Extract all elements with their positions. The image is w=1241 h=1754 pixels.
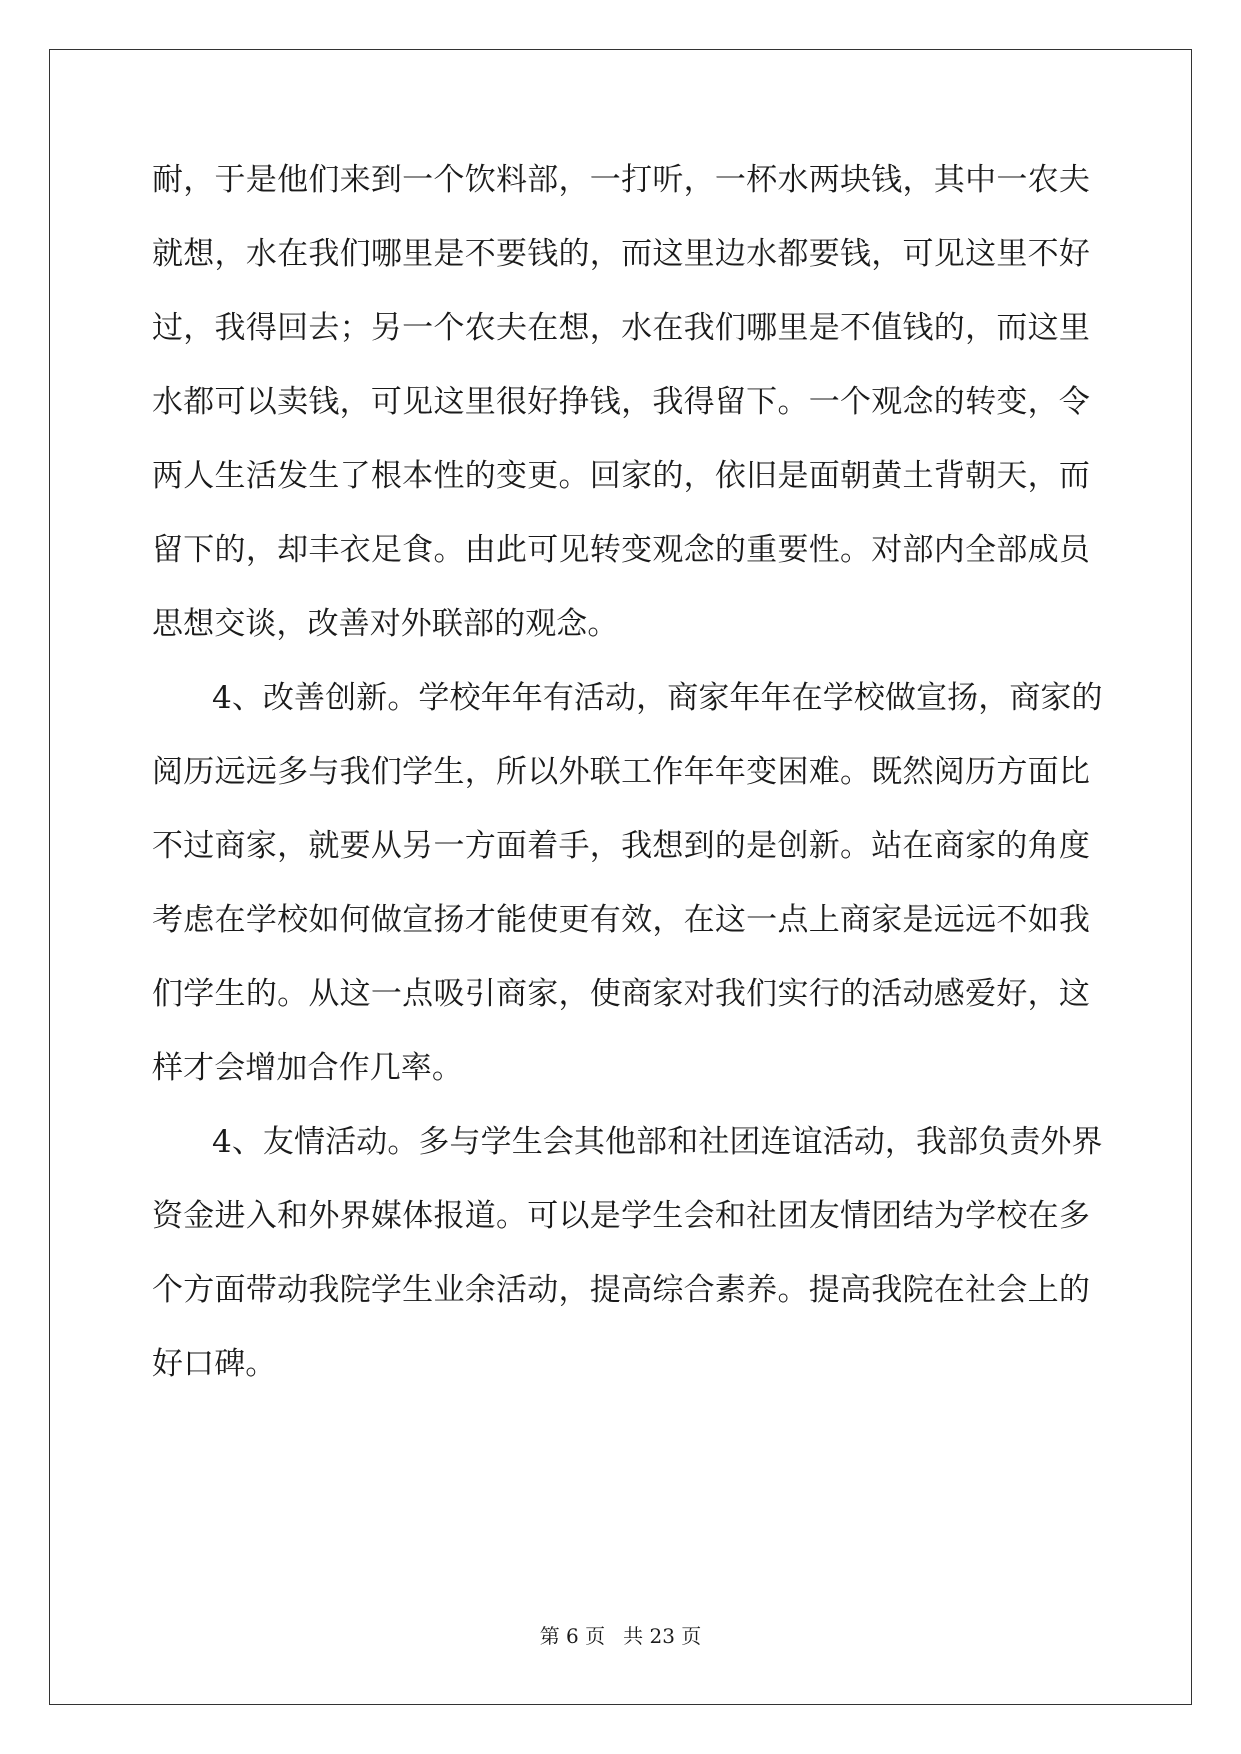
paragraph-2 [152,678,1103,1089]
paragraph-3 [152,1122,1103,1385]
text-line: 过，我得回去；另一个农夫在想，水在我们哪里是不值钱的，而这里 [152,310,1090,346]
text-line: 样才会增加合作几率。 [152,1050,463,1086]
text-line: 水都可以卖钱，可见这里很好挣钱，我得留下。一个观念的转变，令 [152,384,1090,420]
page-footer [0,1620,1241,1649]
page-total: 共 23 页 [623,1624,702,1648]
text-line: 4、改善创新。学校年年有活动，商家年年在学校做宣扬，商家的 [212,680,1103,716]
paragraph-1 [152,160,1090,645]
text-line: 好口碑。 [152,1346,277,1382]
text-line: 留下的，却丰衣足食。由此可见转变观念的重要性。对部内全部成员 [152,532,1090,568]
text-line: 4、友情活动。多与学生会其他部和社团连谊活动，我部负责外界 [212,1124,1103,1160]
text-line: 考虑在学校如何做宣扬才能使更有效，在这一点上商家是远远不如我 [152,902,1090,938]
text-line: 两人生活发生了根本性的变更。回家的，依旧是面朝黄土背朝天，而 [152,458,1090,494]
text-line: 资金进入和外界媒体报道。可以是学生会和社团友情团结为学校在多 [152,1198,1090,1234]
text-line: 思想交谈，改善对外联部的观念。 [152,606,619,642]
text-line: 就想，水在我们哪里是不要钱的，而这里边水都要钱，可见这里不好 [152,236,1090,272]
text-line: 个方面带动我院学生业余活动，提高综合素养。提高我院在社会上的 [152,1272,1090,1308]
text-line: 耐，于是他们来到一个饮料部，一打听，一杯水两块钱，其中一农夫 [152,162,1090,198]
document-body [152,160,1103,1385]
page-number: 第 6 页 [539,1624,606,1648]
text-line: 阅历远远多与我们学生，所以外联工作年年变困难。既然阅历方面比 [152,754,1090,790]
text-line: 们学生的。从这一点吸引商家，使商家对我们实行的活动感爱好，这 [152,976,1090,1012]
text-line: 不过商家，就要从另一方面着手，我想到的是创新。站在商家的角度 [152,828,1090,864]
